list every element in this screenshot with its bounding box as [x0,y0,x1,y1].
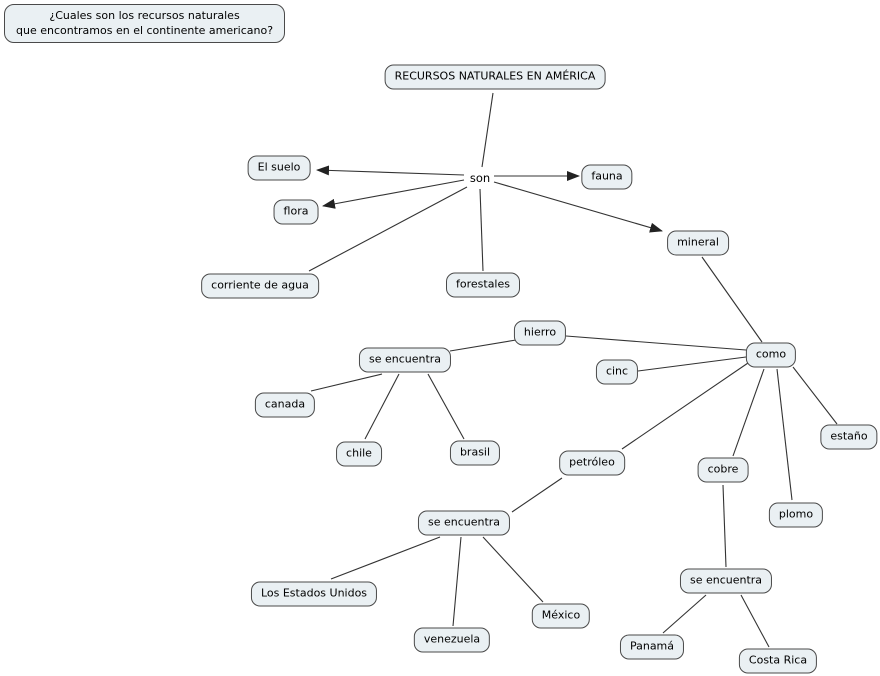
edge-mineral-como [702,257,762,342]
node-forestales[interactable]: forestales [446,273,520,298]
edge-cobre-se-encuentra-3 [723,485,726,567]
edge-se-encuentra-1-brasil [428,374,464,439]
node-el-suelo[interactable]: El suelo [248,156,311,181]
node-mineral[interactable]: mineral [667,231,729,256]
node-cinc[interactable]: cinc [596,360,638,385]
node-se-encuentra-3[interactable]: se encuentra [680,569,772,594]
node-panama[interactable]: Panamá [620,635,684,660]
edge-hierro-se-encuentra-1 [450,340,516,351]
node-corriente-de-agua[interactable]: corriente de agua [201,274,319,299]
edge-se-encuentra-1-chile [365,374,399,439]
edge-son-flora [323,180,464,206]
node-question[interactable] [4,4,285,43]
node-chile[interactable]: chile [336,442,382,467]
edge-como-plomo [777,369,792,500]
node-fauna[interactable]: fauna [581,165,632,190]
node-petroleo[interactable]: petróleo [559,451,625,476]
node-se-encuentra-2[interactable]: se encuentra [418,511,510,536]
node-como[interactable]: como [746,343,796,368]
node-costa-rica[interactable]: Costa Rica [739,649,817,674]
node-plomo[interactable]: plomo [769,503,823,528]
edge-petroleo-se-encuentra-2 [512,478,562,512]
edge-cinc-como [638,357,746,371]
edge-se-encuentra-2-venezuela [453,537,461,626]
node-se-encuentra-1[interactable]: se encuentra [359,348,451,373]
edge-se-encuentra-2-estados-unidos [331,537,440,579]
edge-se-encuentra-3-panama [663,595,706,633]
question-line-2: que encontramos en el continente americano? [16,24,274,37]
node-venezuela[interactable]: venezuela [414,628,490,653]
node-son[interactable]: son [469,171,491,185]
node-title[interactable]: RECURSOS NATURALES EN AMÉRICA [385,65,606,90]
edge-como-cobre [733,369,764,456]
edge-hierro-como [566,336,746,350]
edge-se-encuentra-2-mexico [483,537,543,602]
question-line-1: ¿Cuales son los recursos naturales [49,9,240,22]
node-brasil[interactable]: brasil [450,441,500,466]
node-estano[interactable]: estaño [820,425,877,450]
node-hierro[interactable]: hierro [514,321,566,346]
node-canada[interactable]: canada [255,393,315,418]
edge-son-forestales [480,189,483,271]
node-flora[interactable]: flora [274,200,319,225]
node-mexico[interactable]: México [532,604,590,629]
node-cobre[interactable]: cobre [698,458,749,483]
edge-title-son [482,93,493,167]
node-estados-unidos[interactable]: Los Estados Unidos [251,582,377,607]
edge-son-mineral [494,182,662,231]
edge-son-el-suelo [317,170,464,175]
edge-se-encuentra-3-costa-rica [741,595,769,647]
edge-se-encuentra-1-canada [311,374,382,391]
edge-son-corriente [309,187,467,271]
edge-como-estano [793,367,837,424]
edge-como-petroleo [622,363,748,449]
